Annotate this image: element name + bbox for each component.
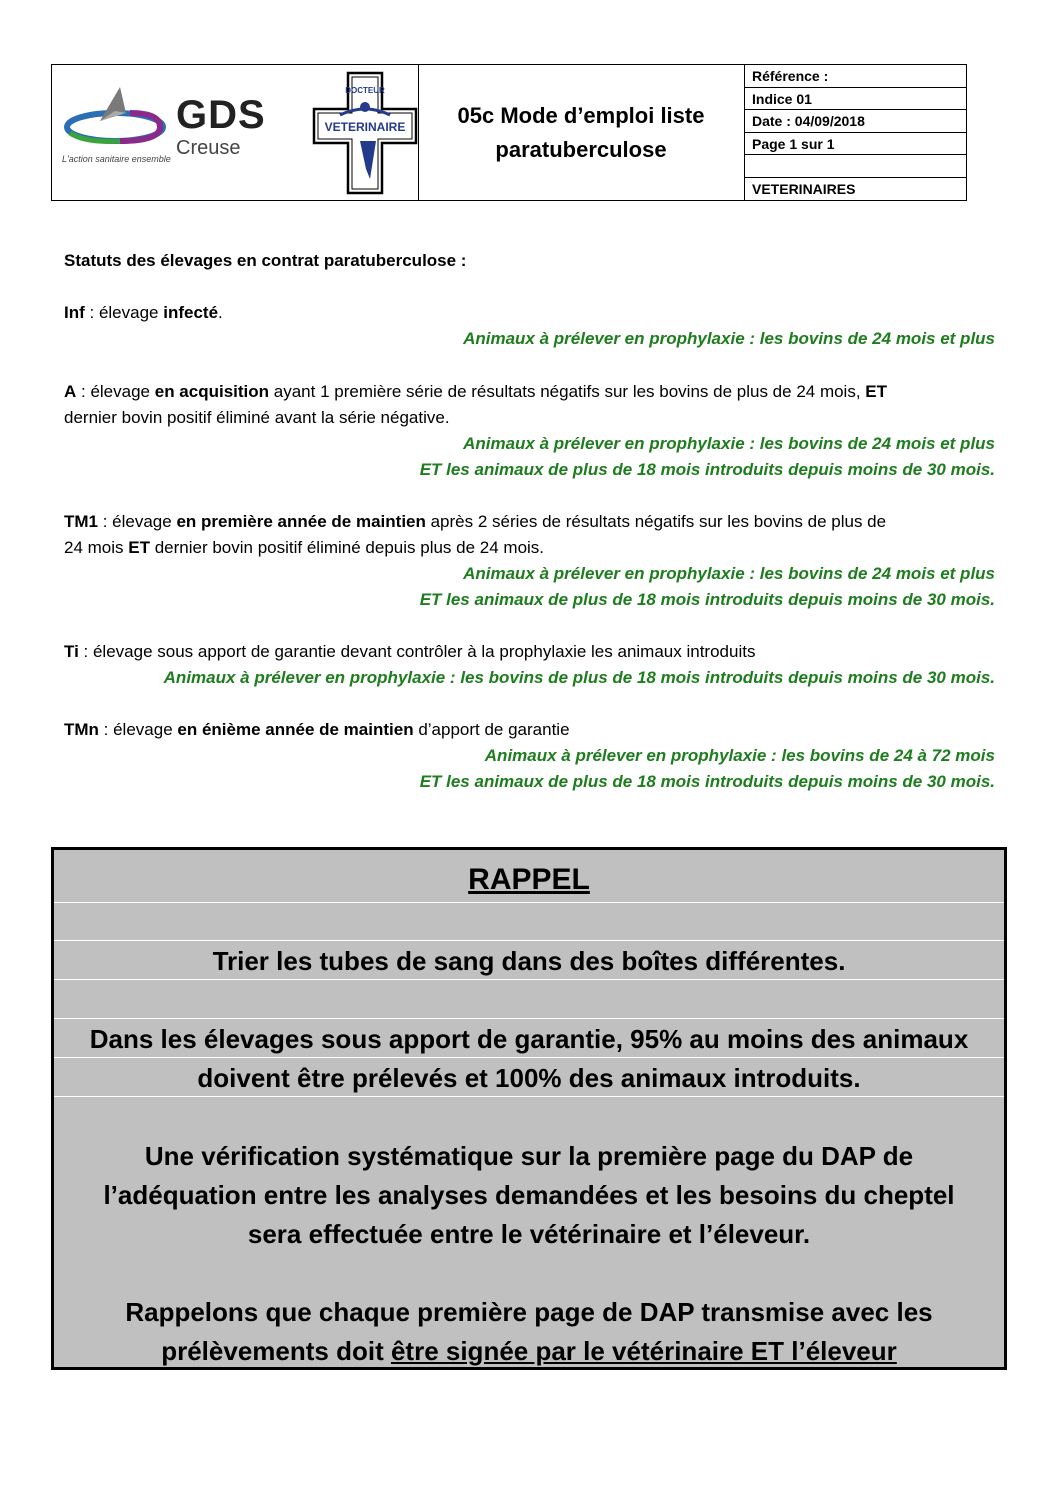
- section-heading: Statuts des élevages en contrat paratuberculose :: [64, 251, 467, 270]
- status-text: après 2 séries de résultats négatifs sur les bovins de plus de: [425, 512, 887, 531]
- status-text: : élevage: [84, 303, 164, 322]
- rappel-line-dap-1: Rappelons que chaque première page de DAP transmise avec les: [125, 1297, 933, 1327]
- date-row: Date : 04/09/2018: [744, 110, 966, 133]
- divider: [54, 1018, 1004, 1019]
- status-text: dernier bovin positif éliminé depuis plus de 24 mois.: [149, 538, 545, 557]
- status-tmn-animals-1: Animaux à prélever en prophylaxie : les bovins de 24 à 72 mois: [484, 746, 995, 765]
- status-a-desc: [64, 379, 995, 405]
- status-a-animals-1: Animaux à prélever en prophylaxie : les bovins de 24 mois et plus: [463, 434, 995, 453]
- rappel-title: RAPPEL: [468, 863, 590, 896]
- status-a: [64, 379, 995, 483]
- status-tmn: [64, 717, 995, 795]
- status-bold: en première année de maintien: [176, 512, 426, 531]
- rappel-line-garantie-2: doivent être prélevés et 100% des animaux introduits.: [197, 1063, 861, 1093]
- status-tmn-animals-2: ET les animaux de plus de 18 mois introduits depuis moins de 30 mois.: [419, 772, 995, 791]
- status-text: : élevage: [76, 382, 155, 401]
- gds-logo-subtitle: Creuse: [176, 137, 241, 159]
- status-a-desc-2: dernier bovin positif éliminé avant la série négative.: [64, 408, 450, 427]
- status-bold: ET: [128, 538, 150, 557]
- document-title: [458, 99, 705, 167]
- status-ti-animals: Animaux à prélever en prophylaxie : les bovins de plus de 18 mois introduits depuis moins de 30 mois.: [163, 668, 995, 687]
- document-title-cell: [418, 65, 745, 200]
- status-tm1-animals-1: Animaux à prélever en prophylaxie : les bovins de 24 mois et plus: [463, 564, 995, 583]
- status-bold: en acquisition: [154, 382, 270, 401]
- divider: [54, 902, 1004, 903]
- svg-text:VETERINAIRE: VETERINAIRE: [324, 120, 406, 134]
- status-text: : élevage sous apport de garantie devant contrôler à la prophylaxie les animaux introduits: [78, 642, 756, 661]
- status-bold: en énième année de maintien: [177, 720, 414, 739]
- status-text: ayant 1 première série de résultats négatifs sur les bovins de plus de 24 mois,: [269, 382, 866, 401]
- status-inf-desc: [64, 300, 995, 326]
- status-code: Inf: [64, 303, 85, 322]
- rappel-line-verification-3: sera effectuée entre le vétérinaire et l’éleveur.: [247, 1219, 811, 1249]
- status-a-animals-2: ET les animaux de plus de 18 mois introduits depuis moins de 30 mois.: [419, 460, 995, 479]
- status-inf: [64, 300, 995, 352]
- index-row: Indice 01: [744, 88, 966, 111]
- status-ti-desc: [64, 639, 995, 665]
- statuses-heading: [64, 248, 995, 274]
- status-code: TMn: [64, 720, 99, 739]
- status-bold: infecté: [163, 303, 219, 322]
- status-text: : élevage: [98, 512, 177, 531]
- status-tm1-desc-2: [64, 535, 995, 561]
- status-code: Ti: [64, 642, 79, 661]
- rappel-line-verification-2: l’adéquation entre les analyses demandées et les besoins du cheptel: [103, 1180, 955, 1210]
- rappel-line-dap-2: [54, 1332, 1004, 1371]
- document-header: [51, 64, 967, 201]
- status-text: 24 mois: [64, 538, 129, 557]
- status-text: : élevage: [98, 720, 178, 739]
- divider: [54, 940, 1004, 941]
- rappel-text: prélèvements doit: [161, 1336, 391, 1366]
- gds-logo-text: GDS: [176, 93, 266, 137]
- status-text: .: [218, 303, 223, 322]
- status-tm1-animals-2: ET les animaux de plus de 18 mois introduits depuis moins de 30 mois.: [419, 590, 995, 609]
- status-tm1: [64, 509, 995, 613]
- gds-logo-icon: [60, 83, 180, 153]
- status-inf-animals: Animaux à prélever en prophylaxie : les bovins de 24 mois et plus: [463, 329, 995, 348]
- status-code: TM1: [64, 512, 98, 531]
- reference-row: Référence :: [744, 65, 966, 88]
- status-text: d’apport de garantie: [413, 720, 570, 739]
- rappel-line-verification-1: Une vérification systématique sur la première page du DAP de: [144, 1141, 914, 1171]
- status-code: A: [64, 382, 77, 401]
- title-line-1: 05c Mode d’emploi liste: [457, 102, 705, 128]
- rappel-underlined-text: être signée par le vétérinaire ET l’éleveur: [390, 1336, 897, 1366]
- veterinaire-cross-logo-icon: [310, 69, 420, 197]
- page-row: Page 1 sur 1: [744, 133, 966, 156]
- status-ti: [64, 639, 995, 691]
- status-tm1-desc: [64, 509, 995, 535]
- rappel-line-tubes: Trier les tubes de sang dans des boîtes différentes.: [212, 946, 846, 976]
- logo-cell: [52, 65, 419, 200]
- rappel-line-garantie-1: Dans les élevages sous apport de garantie, 95% au moins des animaux: [89, 1024, 969, 1054]
- title-line-2: paratuberculose: [495, 136, 667, 162]
- reference-table: [744, 65, 966, 200]
- rappel-box: [51, 847, 1007, 1370]
- gds-logo-tagline: L'action sanitaire ensemble: [62, 154, 171, 164]
- audience-row: VETERINAIRES: [752, 180, 856, 197]
- status-bold: ET: [865, 382, 888, 401]
- empty-row: [744, 155, 966, 178]
- status-tmn-desc: [64, 717, 995, 743]
- svg-text:DOCTEUR: DOCTEUR: [345, 86, 385, 95]
